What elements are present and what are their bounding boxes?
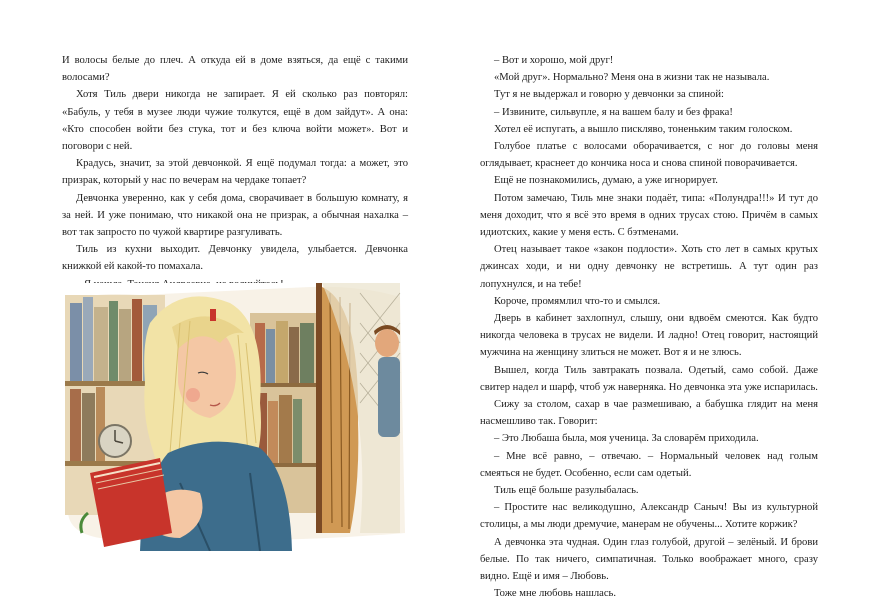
paragraph: – Вот и хорошо, мой друг! bbox=[494, 55, 614, 66]
illustration-girl-reading bbox=[60, 283, 412, 551]
paragraph: Потом замечаю, Тиль мне знаки подаёт, типа: «Полундра!!!» И тут до меня доходит, что я всё это время в одних трусах стою. Причём в самых идиотских, какие у меня есть. С бэтменами. bbox=[480, 192, 818, 239]
paragraph: Дверь в кабинет захлопнул, слышу, они вдвоём смеются. Как будто никогда человека в трусах не видели. И ладно! Отец говорит, настоящий мужчина на женщину злиться не может. Вот я и не злюсь. bbox=[480, 313, 818, 359]
paragraph: Тоже мне любовь нашлась. bbox=[494, 588, 617, 600]
paragraph: Голубое платье с волосами оборачивается, с ног до головы меня оглядывает, краснеет до кончика носа и снова спиной поворачивается. bbox=[480, 141, 818, 170]
paragraph: А девчонка эта чудная. Один глаз голубой, другой – зелёный. И брови белые. По так ничего, симпатичная. Только воображает много, сразу видно. Ещё и имя – Любовь. bbox=[480, 536, 818, 583]
paragraph: Тут я не выдержал и говорю у девчонки за спиной: bbox=[494, 89, 724, 101]
paragraph: «Мой друг». Нормально? Меня она в жизни так не называла. bbox=[494, 72, 770, 84]
paragraph: Короче, промямлил что-то и смылся. bbox=[494, 295, 661, 307]
paragraph: Хотя Тиль двери никогда не запирает. Я ей сколько раз повторял: «Бабуль, у тебя в музее люди чужие толкутся, ещё в дом зайдут». А она: «Кто способен войти без стука, тот и без ключа войти может». Вот и поговори с ней. bbox=[62, 89, 408, 153]
paragraph: Тиль из кухни выходит. Девчонку увидела, улыбается. Девчонка книжкой ей какой-то помахала. bbox=[62, 244, 408, 273]
paragraph: – Простите нас великодушно, Александр Саныч! Вы из культурной столицы, а мы люди дремучие, манерам не обучены... Хотите коржик? bbox=[480, 502, 818, 531]
paragraph: Крадусь, значит, за этой девчонкой. Я ещё подумал тогда: а может, это призрак, который у нас по вечерам на чердаке топает? bbox=[62, 158, 408, 187]
paragraph: – Мне всё равно, – отвечаю. – Нормальный человек над голым смеяться не будет. Особенно, если сам одетый. bbox=[480, 450, 818, 479]
paragraph: Девчонка уверенно, как у себя дома, сворачивает в большую комнату, я за ней. И уже понимаю, что никакой она не призрак, а обычная нахалка – вот так запросто по чужой квартире разгуливать. bbox=[62, 192, 408, 239]
left-page bbox=[62, 52, 408, 310]
paragraph: Ещё не познакомились, думаю, а уже игнорирует. bbox=[494, 175, 718, 187]
paragraph: Хотел её испугать, а вышло пискляво, тоненьким таким голоском. bbox=[494, 123, 793, 135]
paragraph: Отец называет такое «закон подлости». Хоть сто лет в самых крутых джинсах ходи, и ни одну девчонку не встретишь. А тут один раз лопухнулся, и на тебе! bbox=[480, 244, 818, 290]
paragraph: Вышел, когда Тиль завтракать позвала. Одетый, само собой. Даже свитер надел и шарф, чтоб уж наверняка. Но девчонка эта уже испарилась. bbox=[480, 364, 818, 393]
paragraph: – Это Любаша была, моя ученица. За словарём приходила. bbox=[494, 433, 759, 445]
paragraph: Тиль ещё больше разулыбалась. bbox=[494, 485, 639, 497]
paragraph: И волосы белые до плеч. А откуда ей в доме взяться, да ещё с такими волосами? bbox=[62, 55, 408, 84]
paragraph: – Извините, сильвупле, я на вашем балу и без фрака! bbox=[494, 106, 733, 118]
paragraph: Сижу за столом, сахар в чае размешиваю, а бабушка глядит на меня насмешливо так. Говорит: bbox=[480, 399, 818, 428]
right-page bbox=[480, 52, 818, 603]
